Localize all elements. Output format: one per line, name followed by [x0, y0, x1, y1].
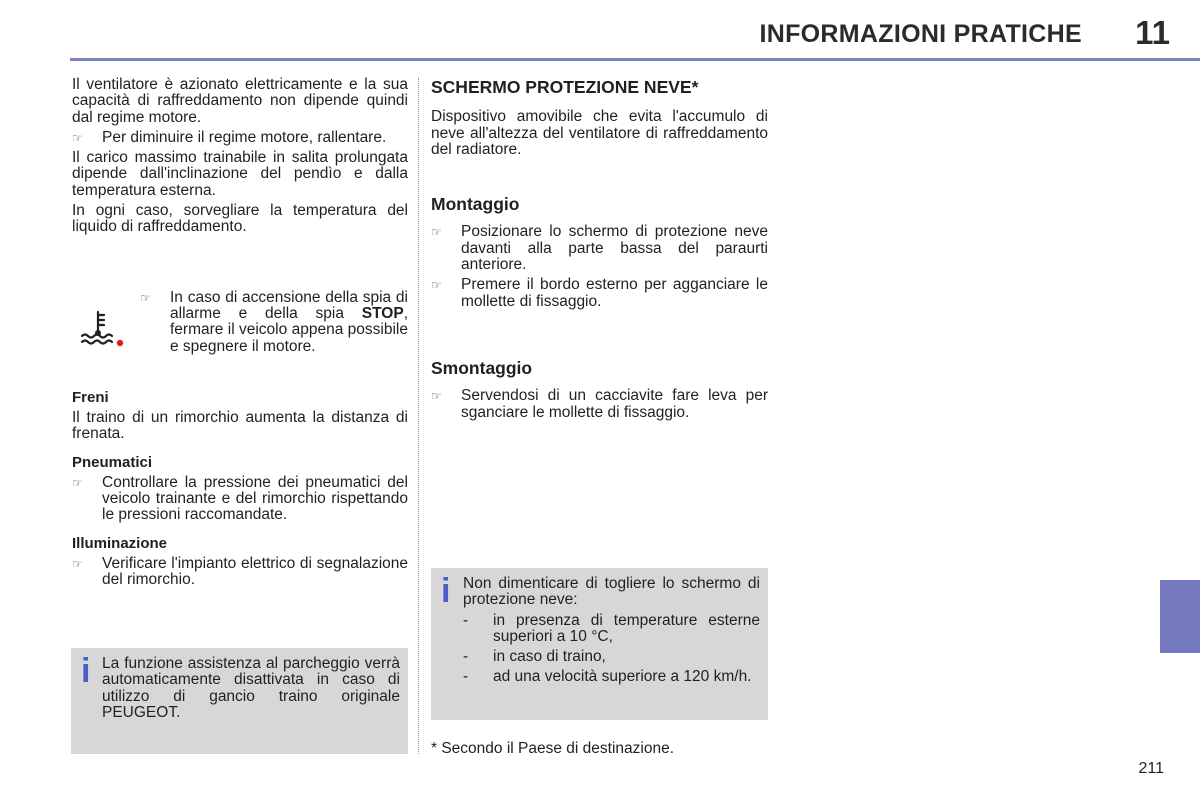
freni-text: Il traino di un rimorchio aumenta la distanza di frenata.	[72, 408, 408, 443]
header-rule	[70, 58, 1200, 61]
list-item: ☞ Posizionare lo schermo di protezione neve davanti alla parte bassa del paraurti anteriore.	[431, 223, 768, 274]
pneumatici-heading: Pneumatici	[72, 453, 153, 471]
section-title: SCHERMO PROTEZIONE NEVE*	[431, 77, 699, 97]
parking-assist-info-box	[71, 648, 408, 754]
towing-load-paragraph: Il carico massimo trainabile in salita prolungata dipende dall'inclinazione del pendìo e dalla temperatura esterna.	[72, 149, 408, 199]
page-header-title: INFORMAZIONI PRATICHE	[759, 20, 1082, 48]
pointing-hand-icon: ☞	[431, 278, 442, 293]
right-column	[431, 77, 768, 425]
freni-heading: Freni	[72, 388, 109, 406]
pointing-hand-icon: ☞	[72, 130, 83, 145]
column-divider	[418, 78, 419, 754]
illuminazione-heading: Illuminazione	[72, 534, 168, 552]
page-number: 211	[1138, 760, 1164, 777]
info-text: Non dimenticare di togliere lo schermo di protezione neve: - in presenza di temperature esterne superiori a 10 °C, - in caso di traino, - ad una velocità superiore a 120 km/h.	[463, 575, 760, 686]
list-item: ☞ Controllare la pressione dei pneumatici del veicolo trainante e del rimorchio rispettando le pressioni raccomandate.	[72, 473, 408, 524]
footnote: * Secondo il Paese di destinazione.	[431, 740, 674, 757]
info-icon: i	[441, 572, 451, 610]
smontaggio-heading: Smontaggio	[431, 357, 533, 378]
warning-block	[72, 290, 408, 378]
fan-paragraph: Il ventilatore è azionato elettricamente e la sua capacità di raffreddamento non dipende quindi dal regime motore.	[72, 76, 408, 126]
pointing-hand-icon: ☞	[140, 290, 151, 305]
montaggio-heading: Montaggio	[431, 194, 520, 215]
coolant-paragraph: In ogni caso, sorvegliare la temperatura del liquido di raffreddamento.	[72, 202, 408, 236]
list-item: ☞ Verificare l'impianto elettrico di segnalazione del rimorchio.	[72, 555, 408, 589]
list-item: ☞ Per diminuire il regime motore, rallentare.	[72, 128, 387, 146]
list-item: - ad una velocità superiore a 120 km/h.	[463, 668, 752, 686]
left-column	[72, 77, 408, 593]
pointing-hand-icon: ☞	[431, 225, 442, 240]
chapter-number: 11	[1135, 14, 1170, 51]
list-item: - in caso di traino,	[463, 648, 606, 666]
info-icon: i	[81, 652, 91, 690]
coolant-temperature-warning-icon	[78, 308, 124, 350]
warning-text: ☞ In caso di accensione della spia di allarme e della spia STOP, fermare il veicolo appena possibile e spegnere il motore.	[140, 288, 408, 355]
list-item: - in presenza di temperature esterne superiori a 10 °C,	[463, 611, 760, 645]
pointing-hand-icon: ☞	[431, 389, 442, 404]
info-text: La funzione assistenza al parcheggio verrà automaticamente disattivata in caso di utilizzo di gancio traino originale PEUGEOT.	[102, 655, 400, 721]
chapter-side-tab	[1160, 580, 1200, 653]
list-item: ☞ Premere il bordo esterno per agganciare le mollette di fissaggio.	[431, 276, 768, 310]
intro-paragraph: Dispositivo amovibile che evita l'accumulo di neve all'altezza del ventilatore di raffreddamento del radiatore.	[431, 108, 768, 158]
pointing-hand-icon: ☞	[72, 475, 83, 490]
snow-screen-info-box	[431, 568, 768, 720]
list-item: ☞ Servendosi di un cacciavite fare leva per sganciare le mollette di fissaggio.	[431, 387, 768, 421]
pointing-hand-icon: ☞	[72, 557, 83, 572]
stop-label: STOP	[361, 304, 404, 322]
